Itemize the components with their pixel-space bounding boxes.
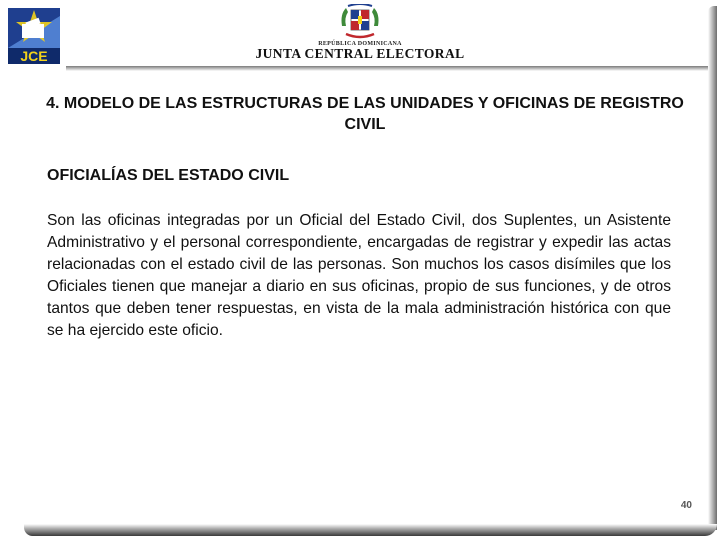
header-institution: JUNTA CENTRAL ELECTORAL bbox=[255, 46, 465, 61]
page-number: 40 bbox=[680, 500, 692, 511]
slide-subtitle: OFICIALÍAS DEL ESTADO CIVIL bbox=[47, 167, 290, 184]
jce-logo bbox=[8, 8, 60, 64]
slide-title: 4. MODELO DE LAS ESTRUCTURAS DE LAS UNIDADES Y OFICINAS DE REGISTRO CIVIL bbox=[46, 95, 684, 133]
coat-of-arms-icon bbox=[338, 4, 382, 44]
frame-shadow-bottom bbox=[24, 524, 717, 536]
frame-shadow-right bbox=[708, 6, 717, 530]
logo-text: JCE bbox=[20, 48, 48, 64]
body-paragraph: Son las oficinas integradas por un Oficial del Estado Civil, dos Suplentes, un Asistente Administrativo y el personal correspondiente, encargadas de registrar y expedir las actas relacionadas con el estado civil de las personas. Son muchos los casos disímiles que los Oficiales tienen que manejar a diario en sus oficinas, propio de sus funciones, y de otros tantos que deben tener respuestas, en vista de la mala administración histórica con que se ha ejercido este oficio. bbox=[47, 212, 671, 339]
header-country: REPÚBLICA DOMINICANA bbox=[318, 41, 402, 47]
header-divider bbox=[66, 66, 714, 71]
